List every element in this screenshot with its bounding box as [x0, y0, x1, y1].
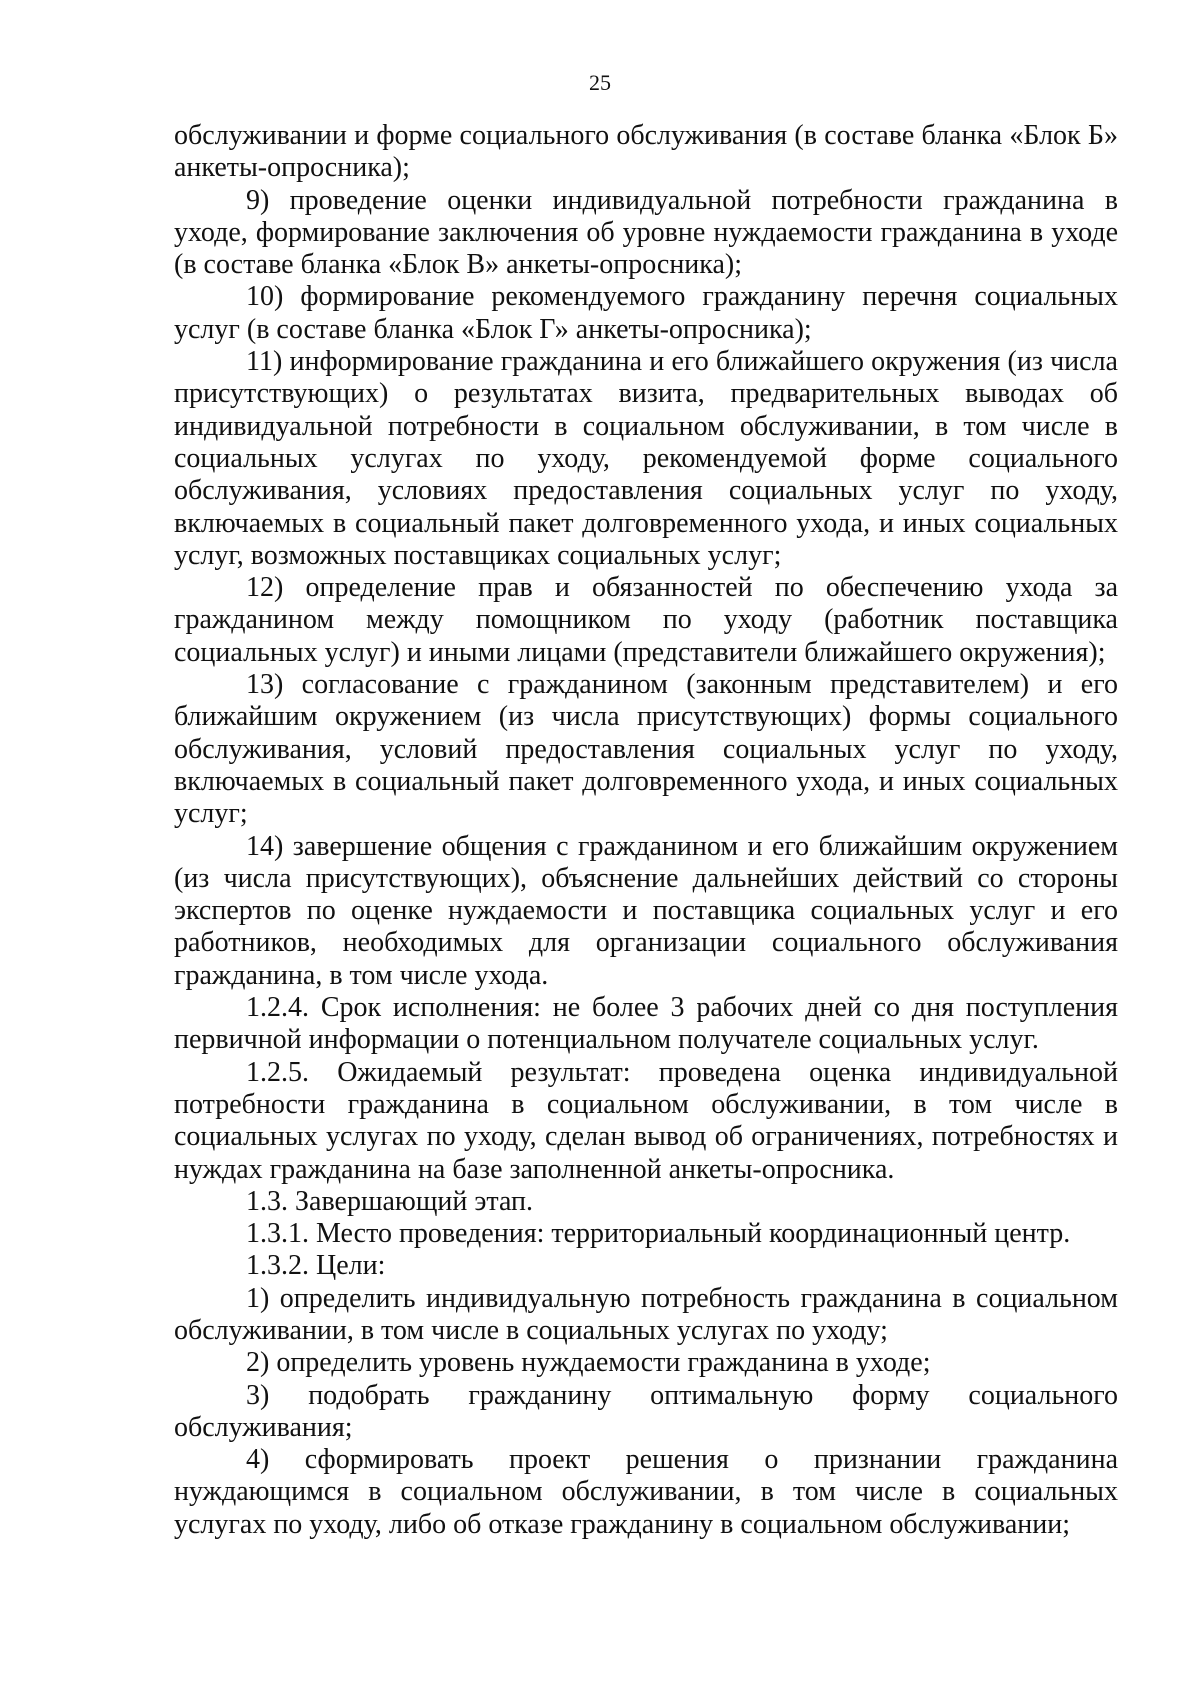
paragraph: 12) определение прав и обязанностей по обеспечению ухода за гражданином между помощником по уходу (работник поставщика социальных услуг) и иными лицами (представители ближайшего окружения);: [174, 572, 1118, 668]
paragraph: 1.3.1. Место проведения: территориальный координационный центр.: [246, 1218, 1071, 1250]
page-number: 25: [589, 70, 611, 95]
paragraph: 10) формирование рекомендуемого гражданину перечня социальных услуг (в составе бланка «Блок Г» анкеты-опросника);: [174, 281, 1118, 345]
paragraph: 1.2.4. Срок исполнения: не более 3 рабочих дней со дня поступления первичной информации о потенциальном получателе социальных услуг.: [174, 992, 1118, 1056]
document-body: [174, 120, 1118, 1541]
paragraph: обслуживании и форме социального обслуживания (в составе бланка «Блок Б» анкеты-опросника);: [174, 120, 1118, 184]
paragraph: 1) определить индивидуальную потребность гражданина в социальном обслуживании, в том числе в социальных услугах по уходу;: [174, 1282, 1118, 1346]
paragraph: 4) сформировать проект решения о признании гражданина нуждающимся в социальном обслуживании, в том числе в социальных услугах по уходу, либо об отказе гражданину в социальном обслуживании;: [174, 1444, 1118, 1540]
paragraph: 1.2.5. Ожидаемый результат: проведена оценка индивидуальной потребности гражданина в социальном обслуживании, в том числе в социальных услугах по уходу, сделан вывод об ограничениях, потребностях и нуждах гражданина на базе заполненной анкеты-опросника.: [174, 1056, 1118, 1185]
paragraph: 1.3.2. Цели:: [246, 1250, 386, 1282]
paragraph: 14) завершение общения с гражданином и его ближайшим окружением (из числа присутствующих), объяснение дальнейших действий со стороны экспертов по оценке нуждаемости и поставщика социальных услуг и его работников, необходимых для организации социального обслуживания гражданина, в том числе ухода.: [174, 830, 1118, 991]
paragraph: 1.3. Завершающий этап.: [246, 1185, 534, 1217]
paragraph: 13) согласование с гражданином (законным представителем) и его ближайшим окружением (из числа присутствующих) формы социального обслуживания, условий предоставления социальных услуг по уходу, включаемых в социальный пакет долговременного ухода, и иных социальных услуг;: [174, 669, 1118, 830]
paragraph: 2) определить уровень нуждаемости гражданина в уходе;: [246, 1347, 931, 1379]
paragraph: 9) проведение оценки индивидуальной потребности гражданина в уходе, формирование заключения об уровне нуждаемости гражданина в уходе (в составе бланка «Блок В» анкеты-опросника);: [174, 184, 1118, 281]
paragraph: 3) подобрать гражданину оптимальную форму социального обслуживания;: [174, 1379, 1118, 1443]
paragraph: 11) информирование гражданина и его ближайшего окружения (из числа присутствующих) о результатах визита, предварительных выводах об индивидуальной потребности в социальном обслуживании, в том числе в социальных услугах по уходу, рекомендуемой форме социального обслуживания, условиях предоставления социальных услуг по уходу, включаемых в социальный пакет долговременного ухода, и иных социальных услуг, возможных поставщиках социальных услуг;: [174, 346, 1118, 571]
